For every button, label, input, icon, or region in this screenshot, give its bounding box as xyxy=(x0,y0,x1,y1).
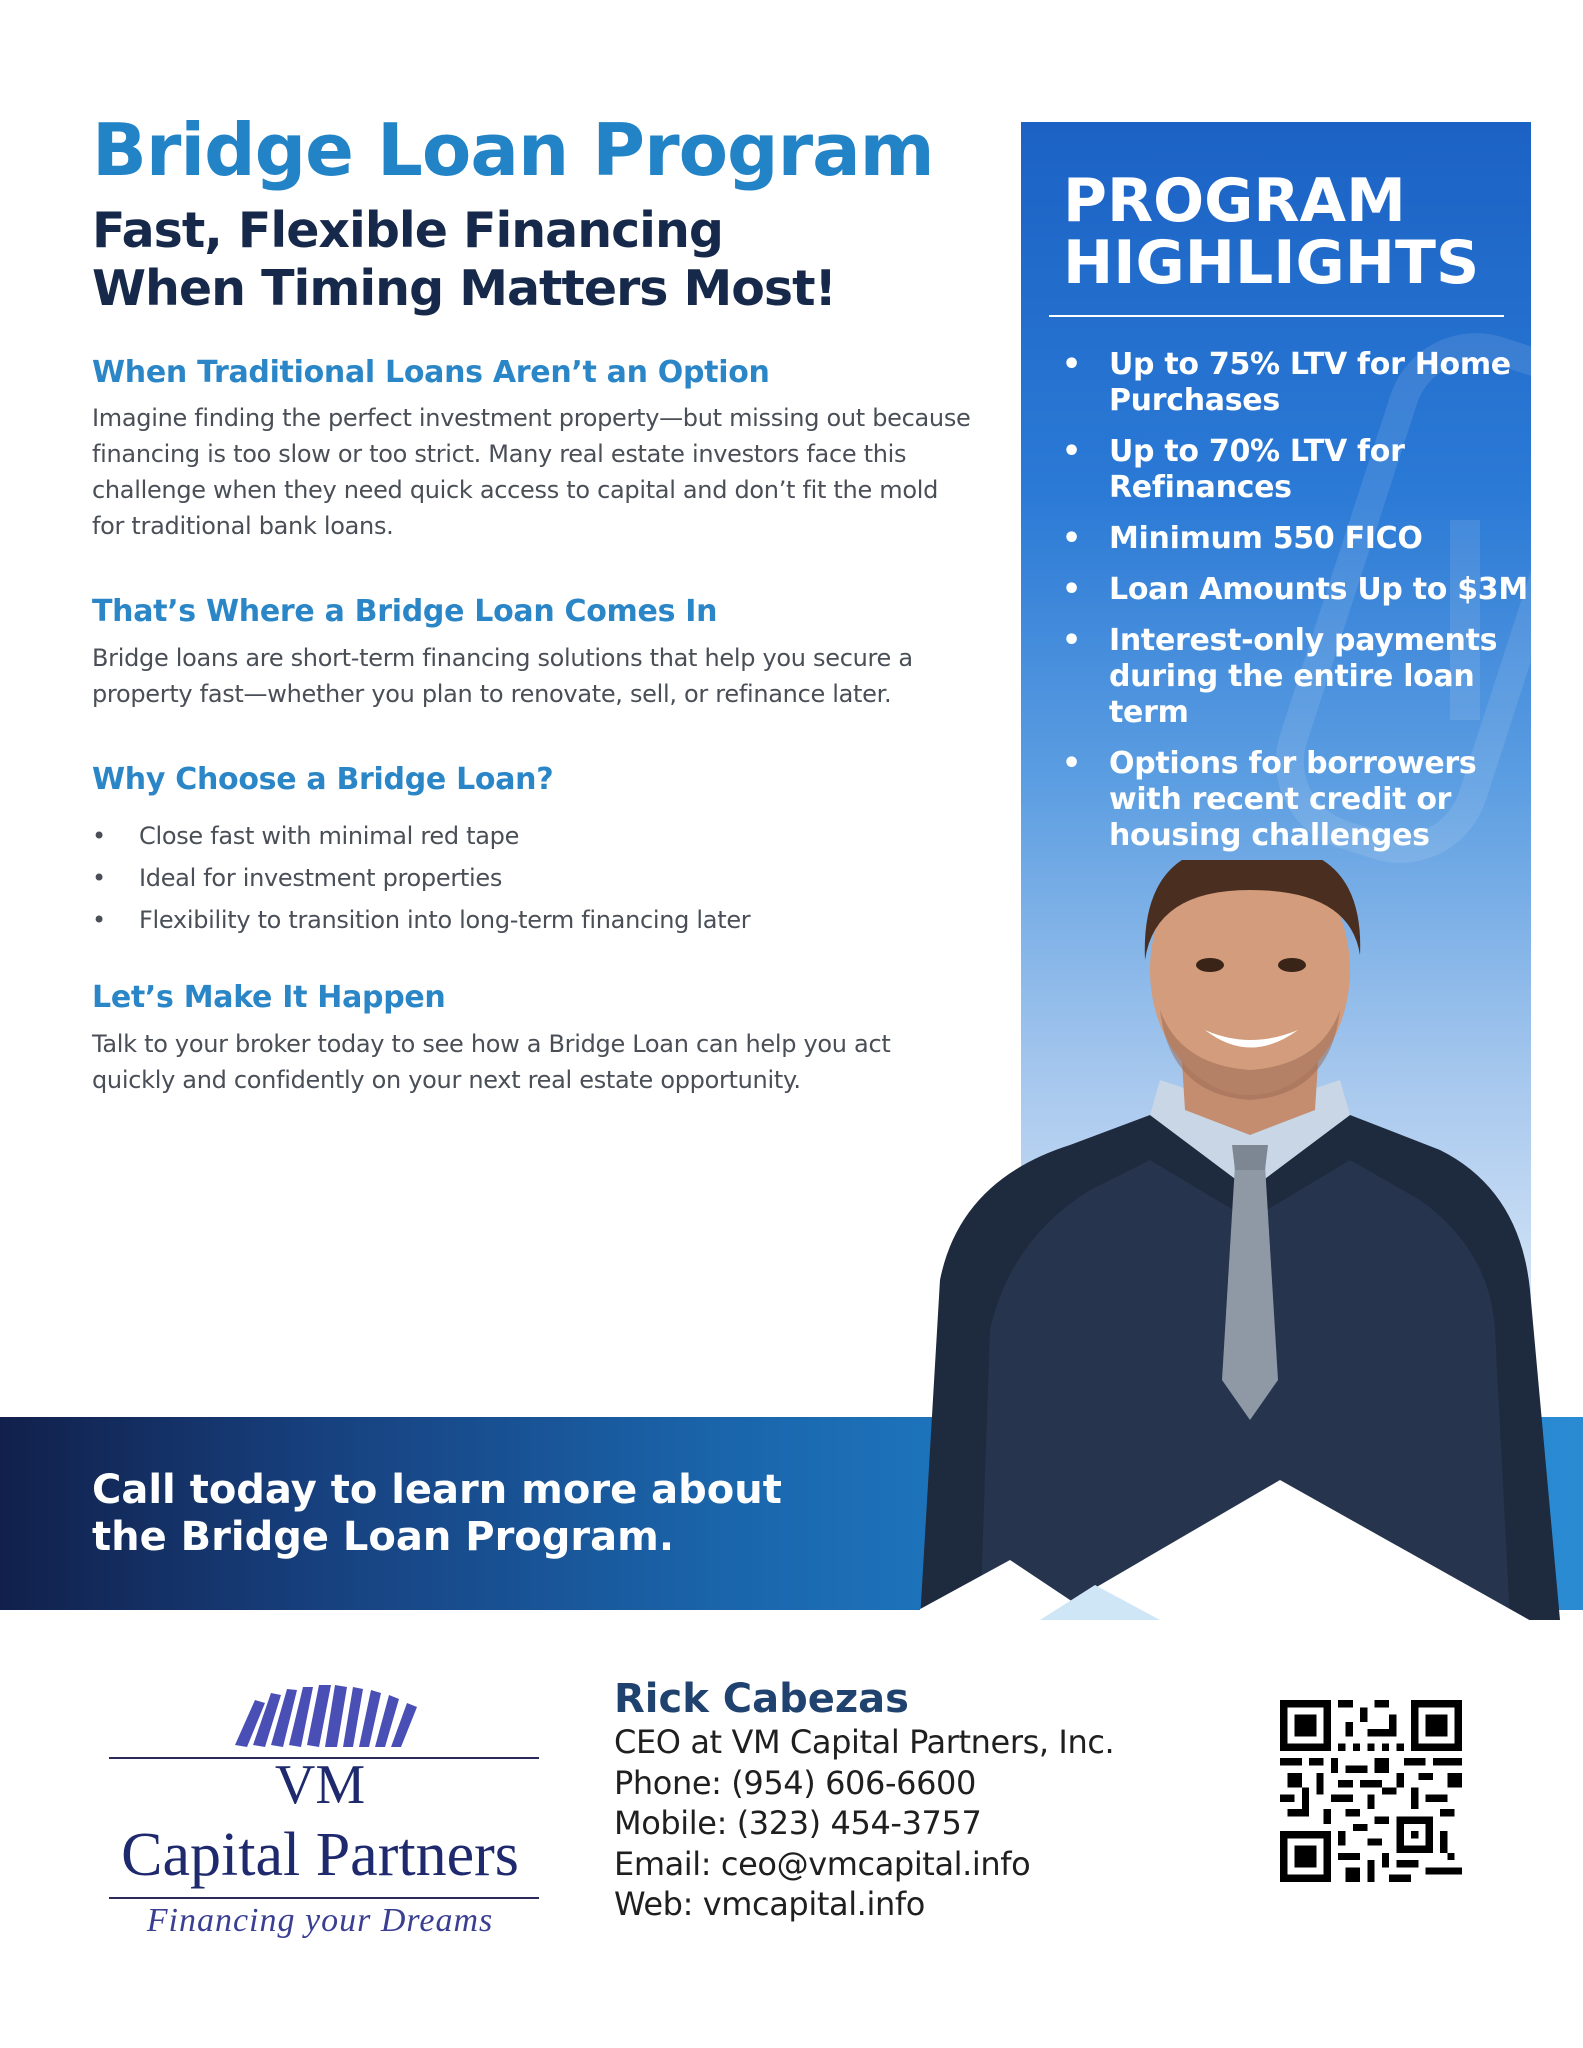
contact-mobile: Mobile: (323) 454-3757 xyxy=(614,1804,982,1842)
logo-vm-text: VM xyxy=(274,1754,366,1816)
list-item: • Interest-only payments during the entire loan term xyxy=(1062,623,1498,730)
contact-phone: Phone: (954) 606-6600 xyxy=(614,1763,976,1802)
section-heading-traditional-loans: When Traditional Loans Aren’t an Option xyxy=(92,355,770,390)
section-heading-bridge-loan-comes-in: That’s Where a Bridge Loan Comes In xyxy=(92,594,718,629)
contact-email: Email: ceo@vmcapital.info xyxy=(614,1844,1031,1883)
highlights-title: PROGRAM HIGHLIGHTS xyxy=(1063,166,1480,298)
bullet-dot: • xyxy=(92,906,106,934)
list-item: • Up to 70% LTV for Refinances xyxy=(1062,434,1405,505)
bullet-dot: • xyxy=(92,822,106,850)
list-item: • Ideal for investment properties xyxy=(92,860,750,902)
section-body-bridge-loan-comes-in: Bridge loans are short-term financing solutions that help you secure a property fast—whether you plan to renovate, sell, or refinance later. xyxy=(92,644,913,708)
list-item: • Close fast with minimal red tape xyxy=(92,818,750,860)
contact-name: Rick Cabezas xyxy=(614,1676,909,1722)
logo-company-text: Capital Partners xyxy=(121,1821,519,1889)
section-heading-make-it-happen: Let’s Make It Happen xyxy=(92,980,446,1015)
highlights-list xyxy=(1058,347,1528,869)
page-title: Bridge Loan Program xyxy=(92,108,934,192)
cta-text: Call today to learn more about the Bridge Loan Program. xyxy=(92,1467,782,1560)
contact-title: CEO at VM Capital Partners, Inc. xyxy=(614,1723,1115,1761)
list-item: • Options for borrowers with recent credit or housing challenges xyxy=(1062,746,1477,853)
bullet-dot: • xyxy=(1062,572,1081,607)
list-item: • Flexibility to transition into long-term financing later xyxy=(92,902,750,944)
page-subtitle: Fast, Flexible Financing When Timing Matters Most! xyxy=(92,202,836,317)
bullet-dot: • xyxy=(1062,434,1081,469)
section-body-make-it-happen: Talk to your broker today to see how a Bridge Loan can help you act quickly and confidently on your next real estate opportunity. xyxy=(92,1030,891,1094)
logo-tagline: Financing your Dreams xyxy=(146,1902,494,1939)
businessman-photo xyxy=(920,860,1565,1620)
why-choose-list xyxy=(92,818,750,944)
list-item: • Minimum 550 FICO xyxy=(1062,521,1423,556)
highlights-divider xyxy=(1049,315,1504,317)
contact-web: Web: vmcapital.info xyxy=(614,1885,925,1923)
list-item: • Up to 75% LTV for Home Purchases xyxy=(1062,347,1511,418)
bullet-dot: • xyxy=(1062,347,1081,382)
list-item: • Loan Amounts Up to $3M xyxy=(1062,572,1528,607)
bullet-dot: • xyxy=(1062,521,1081,556)
qr-code-icon[interactable] xyxy=(1280,1700,1462,1882)
contact-details xyxy=(614,1722,1114,1925)
bullet-dot: • xyxy=(1062,746,1081,781)
bullet-dot: • xyxy=(1062,623,1081,658)
section-heading-why-choose: Why Choose a Bridge Loan? xyxy=(92,762,554,797)
bullet-dot: • xyxy=(92,864,106,892)
section-body-traditional-loans: Imagine finding the perfect investment property—but missing out because financing is too slow or too strict. Many real estate investors face this challenge when they need quick access to capital and don’t fit the mold for traditional bank loans. xyxy=(92,404,971,540)
